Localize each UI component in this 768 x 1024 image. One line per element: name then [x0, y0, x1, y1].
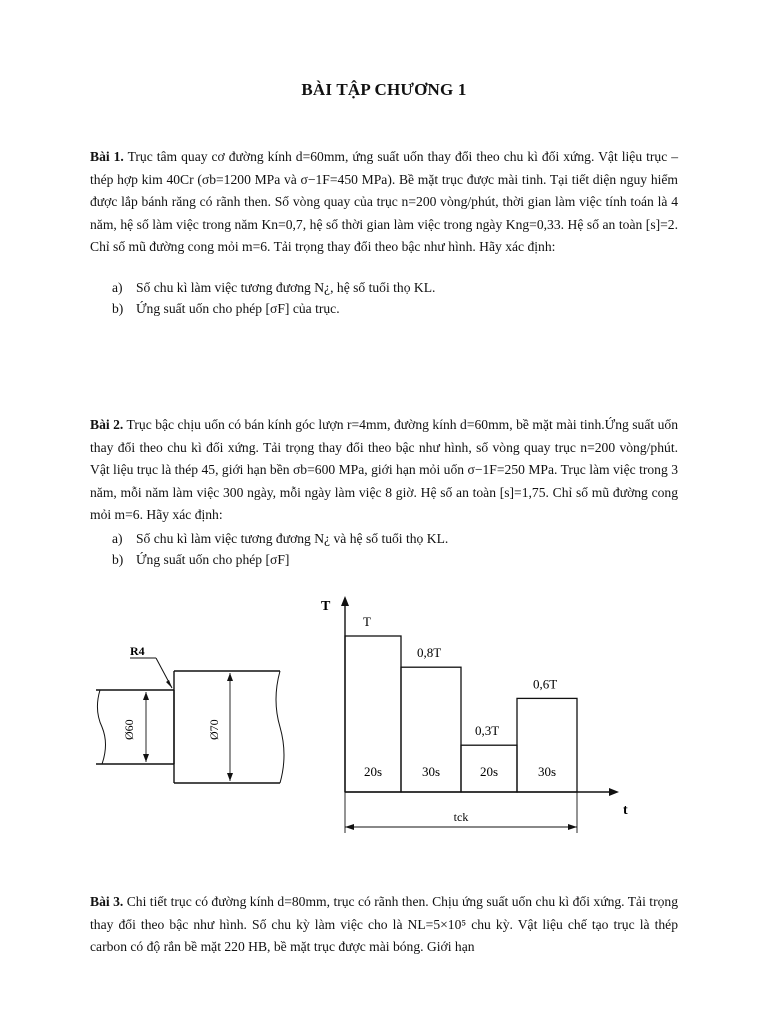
small-diameter-label: Ø60 [122, 719, 136, 740]
load-spectrum-diagram [315, 592, 645, 847]
exercise-3 [90, 891, 678, 959]
exercise-2-questions [112, 528, 672, 570]
x-axis-arrow [609, 788, 619, 796]
list-item: b) Ứng suất uốn cho phép [σF] của trục. [112, 301, 340, 316]
exercise-2 [90, 414, 678, 527]
radius-label: R4 [130, 644, 145, 658]
list-item: a) Số chu kì làm việc tương đương N¿, hệ số tuổi thọ KL. [112, 280, 436, 295]
exercise-2-label: Bài 2. [90, 417, 124, 432]
time-step-label: 20s [479, 764, 499, 779]
load-step-label: 0,8T [417, 645, 442, 661]
load-step-label: T [363, 614, 371, 629]
load-step-label: 0,3T [475, 723, 500, 739]
cycle-arrow-left [345, 824, 354, 830]
time-step-label: 30s [421, 764, 441, 779]
exercise-3-label: Bài 3. [90, 894, 124, 909]
large-diameter-label: Ø70 [207, 719, 221, 740]
exercise-2-text: Trục bậc chịu uốn có bán kính góc lượn r=4mm, đường kính d=60mm, bề mặt mài tinh.Ứng suất uốn thay đổi theo chu kì đối xứng. Tải trọng thay đổi theo bậc như hình, số vòng quay trục n=200 vòng/phút. Vật liệu trục là thép 45, giới hạn bền σb=600 MPa, giới hạn mỏi uốn σ−1F=250 MPa. Trục làm việc trong 3 năm, mỗi năm làm việc 300 ngày, mỗi ngày làm việc 8 giờ. Hệ số an toàn [s]=1,75. Chỉ số mũ đường cong mỏi m=6. Hãy xác định: [90, 417, 679, 522]
exercise-3-text: Chi tiết trục có đường kính d=80mm, trục có rãnh then. Chịu ứng suất uốn chu kì đối xứng. Tải trọng thay đổi theo bậc như hình. Số chu kỳ làm việc cho là NL=5×10⁵ chu kỳ. Vật liệu chế tạo trục là thép carbon có độ rắn bề mặt 220 HB, bề mặt trục được mài bóng. Giới hạn [90, 894, 678, 954]
cycle-time-label: tck [453, 810, 469, 824]
time-step-label: 20s [363, 764, 383, 779]
y-axis-arrow [341, 596, 349, 606]
list-item: b) Ứng suất uốn cho phép [σF] [112, 552, 290, 567]
list-item: a) Số chu kì làm việc tương đương N¿ và hệ số tuổi thọ KL. [112, 531, 449, 546]
y-axis-label: T [321, 599, 331, 614]
page-title: BÀI TẬP CHƯƠNG 1 [301, 80, 467, 99]
shaft-drawing [90, 640, 305, 800]
x-axis-label: t [623, 803, 628, 818]
exercise-1 [90, 146, 678, 259]
time-step-label: 30s [537, 764, 557, 779]
load-step-label: 0,6T [533, 676, 558, 692]
exercise-1-label: Bài 1. [90, 149, 124, 164]
cycle-arrow-right [568, 824, 577, 830]
exercise-1-text: Trục tâm quay cơ đường kính d=60mm, ứng suất uốn thay đổi theo chu kì đối xứng. Vật liệu trục – thép hợp kim 40Cr (σb=1200 MPa và σ−1F=450 MPa). Bề mặt trục được mài tinh. Tại tiết diện nguy hiểm được lắp bánh răng có rãnh then. Số vòng quay của trục n=200 vòng/phút, thời gian làm việc tính toán là 4 năm, hệ số làm việc trong năm Kn=0,7, hệ số thời gian làm việc trong ngày Kng=0,33. Hệ số an toàn [s]=2. Chỉ số mũ đường cong mỏi m=6. Tải trọng thay đổi theo bậc như hình. Hãy xác định: [90, 149, 679, 254]
exercise-1-questions [112, 277, 672, 319]
